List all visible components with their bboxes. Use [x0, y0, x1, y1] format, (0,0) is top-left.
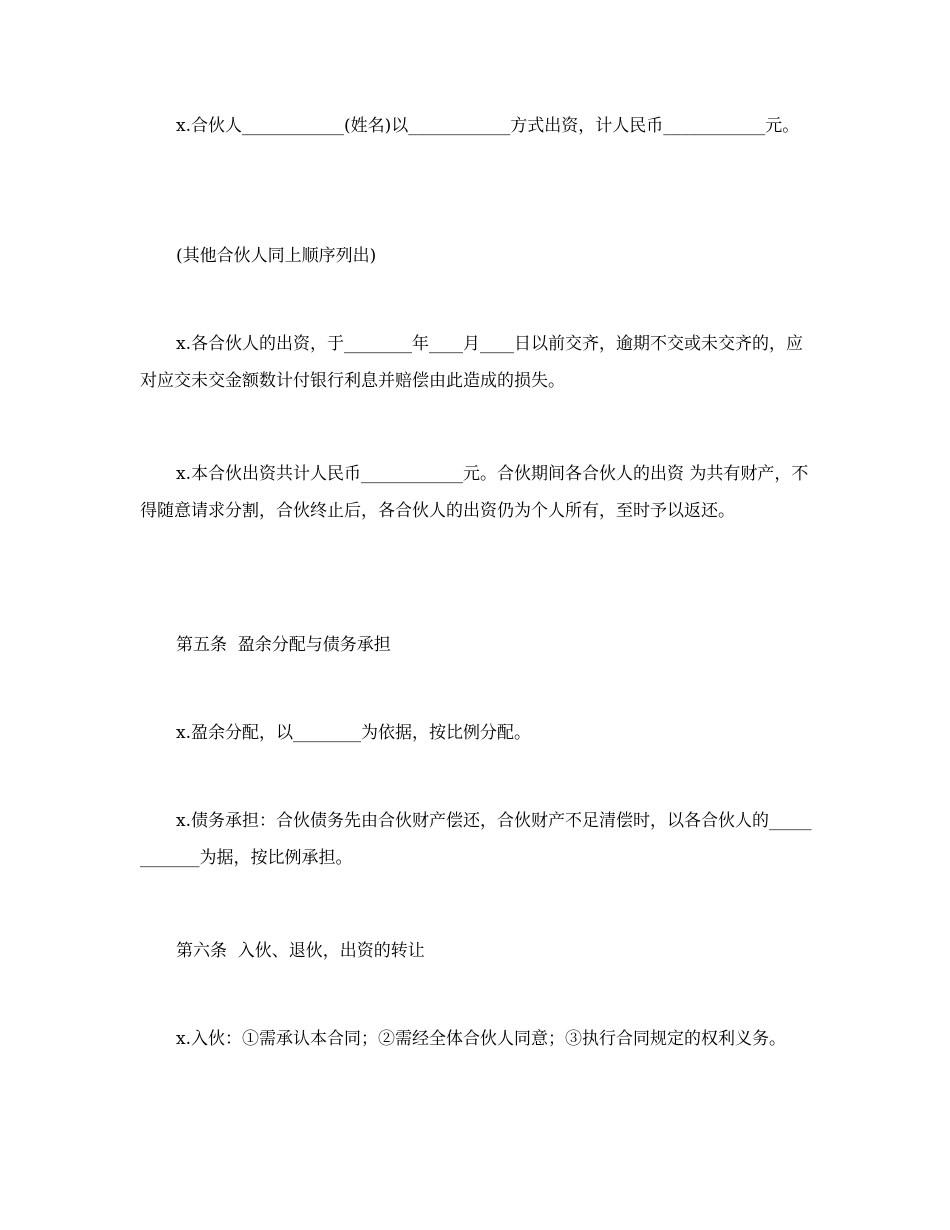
paragraph-contribution-method: x.合伙人____________(姓名)以____________方式出资，计人民币____________元。 — [176, 116, 800, 136]
paragraph-other-partners-note: (其他合伙人同上顺序列出) — [176, 246, 377, 266]
article-five-heading: 第五条 盈余分配与债务承担 — [176, 635, 391, 655]
paragraph-profit-distribution: x.盈余分配，以________为依据，按比例分配。 — [176, 723, 531, 743]
paragraph-contribution-deadline: x.各合伙人的出资，于________年____月____日以前交齐，逾期不交或未交齐的，应对应交未交金额数计付银行利息并赔偿由此造成的损失。 — [140, 334, 803, 391]
article-six-heading: 第六条 入伙、退伙，出资的转让 — [176, 941, 425, 961]
paragraph-admission: x.入伙：①需承认本合同；②需经全体合伙人同意；③执行合同规定的权利义务。 — [176, 1029, 786, 1049]
paragraph-debt-bearing: x.债务承担：合伙债务先由合伙财产偿还，合伙财产不足清偿时，以各合伙人的____________为据，按比例承担。 — [140, 811, 812, 868]
paragraph-total-contribution: x.本合伙出资共计人民币____________元。合伙期间各合伙人的出资 为共有财产，不得随意请求分割，合伙终止后，各合伙人的出资仍为个人所有，至时予以返还。 — [140, 464, 809, 521]
